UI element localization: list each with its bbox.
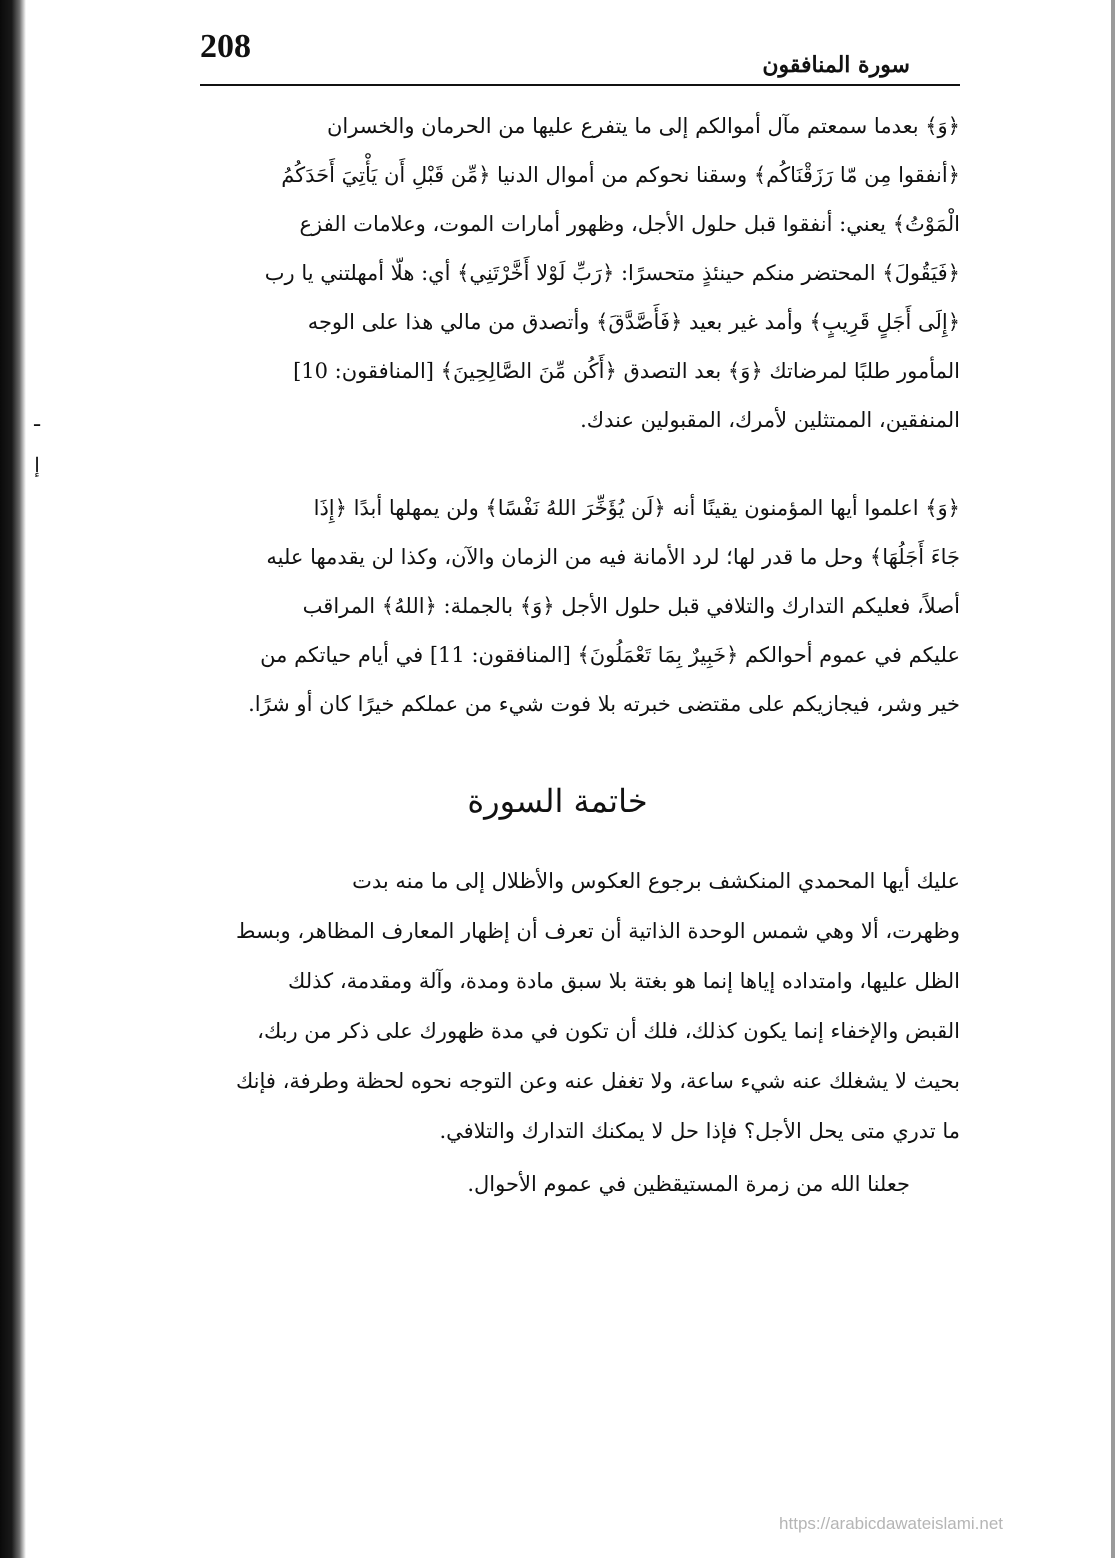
text-line: المأمور طلبًا لمرضاتك ﴿وَ﴾ بعد التصدق ﴿أَكُن مِّنَ الصَّالِحِينَ﴾ [المنافقون: 10] [293,359,960,383]
scan-shadow-left [0,0,26,1558]
text-line: عليك أيها المحمدي المنكشف برجوع العكوس والأظلال إلى ما منه بدت [352,869,960,893]
page-number: 208 [200,28,251,65]
text-line: خير وشر، فيجازيكم على مقتضى خبرته بلا فوت شيء من عملكم خيرًا كان أو شرًا. [248,692,960,716]
margin-mark: إ [34,453,40,477]
paragraph-2 [60,484,960,729]
section-title: خاتمة السورة [467,782,648,820]
running-header: سورة المنافقون [762,52,910,78]
closing-supplication: جعلنا الله من زمرة المستيقظين في عموم الأحوال. [467,1172,910,1196]
text-line: المنفقين، الممتثلين لأمرك، المقبولين عندك. [580,408,960,432]
text-line: ﴿وَ﴾ اعلموا أيها المؤمنون يقينًا أنه ﴿لَن يُؤَخِّرَ اللهُ نَفْسًا﴾ ولن يمهلها أبدًا ﴿إِذَا [313,496,960,520]
text-line: القبض والإخفاء إنما يكون كذلك، فلك أن تكون في مدة ظهورك على ذكر من ربك، [257,1019,960,1043]
text-line: ما تدري متى يحل الأجل؟ فإذا حل لا يمكنك التدارك والتلافي. [439,1119,960,1143]
text-line: جَاءَ أَجَلُهَا﴾ وحل ما قدر لها؛ لرد الأمانة فيه من الزمان والآن، وكذا لن يقدمها عليه [266,545,960,569]
text-line: وظهرت، ألا وهي شمس الوحدة الذاتية أن تعرف أن إظهار المعارف المظاهر، وبسط [236,919,960,943]
text-line: ﴿فَيَقُولَ﴾ المحتضر منكم حينئذٍ متحسرًا: ﴿رَبِّ لَوْلا أَخَّرْتَنِي﴾ أي: هلّا أمهلتني يا رب [264,261,960,285]
watermark-url: https://arabicdawateislami.net [779,1514,1003,1533]
closing-paragraph [60,856,960,1156]
margin-mark: ـ [34,407,40,431]
text-line: ﴿إِلَى أَجَلٍ قَرِيبٍ﴾ وأمد غير بعيد ﴿فَأَصَّدَّقَ﴾ وأتصدق من مالي هذا على الوجه [307,310,960,334]
text-line: بحيث لا يشغلك عنه شيء ساعة، ولا تغفل عنه وعن التوجه نحوه لحظة وطرفة، فإنك [235,1069,960,1093]
text-line: ﴿وَ﴾ بعدما سمعتم مآل أموالكم إلى ما يتفرع عليها من الحرمان والخسران [326,114,960,138]
text-line: ﴿أنفقوا مِن مّا رَزَقْنَاكُم﴾ وسقنا نحوكم من أموال الدنيا ﴿مِّن قَبْلِ أَن يَأْتِيَ أَحَدَكُمُ [281,163,960,187]
paragraph-1 [60,102,960,445]
scan-shadow-right [1111,0,1115,1558]
text-line: عليكم في عموم أحوالكم ﴿خَبِيرٌ بِمَا تَعْمَلُونَ﴾ [المنافقون: 11] في أيام حياتكم من [260,643,960,667]
text-line: الْمَوْتُ﴾ يعني: أنفقوا قبل حلول الأجل، وظهور أمارات الموت، وعلامات الفزع [299,212,960,236]
header-rule [200,84,960,86]
margin-marks [30,396,44,488]
text-line: الظل عليها، وامتداده إياها إنما هو بغتة بلا سبق مادة ومدة، وآلة ومقدمة، كذلك [288,969,960,993]
text-line: أصلاً، فعليكم التدارك والتلافي قبل حلول الأجل ﴿وَ﴾ بالجملة: ﴿اللهُ﴾ المراقب [302,594,960,618]
